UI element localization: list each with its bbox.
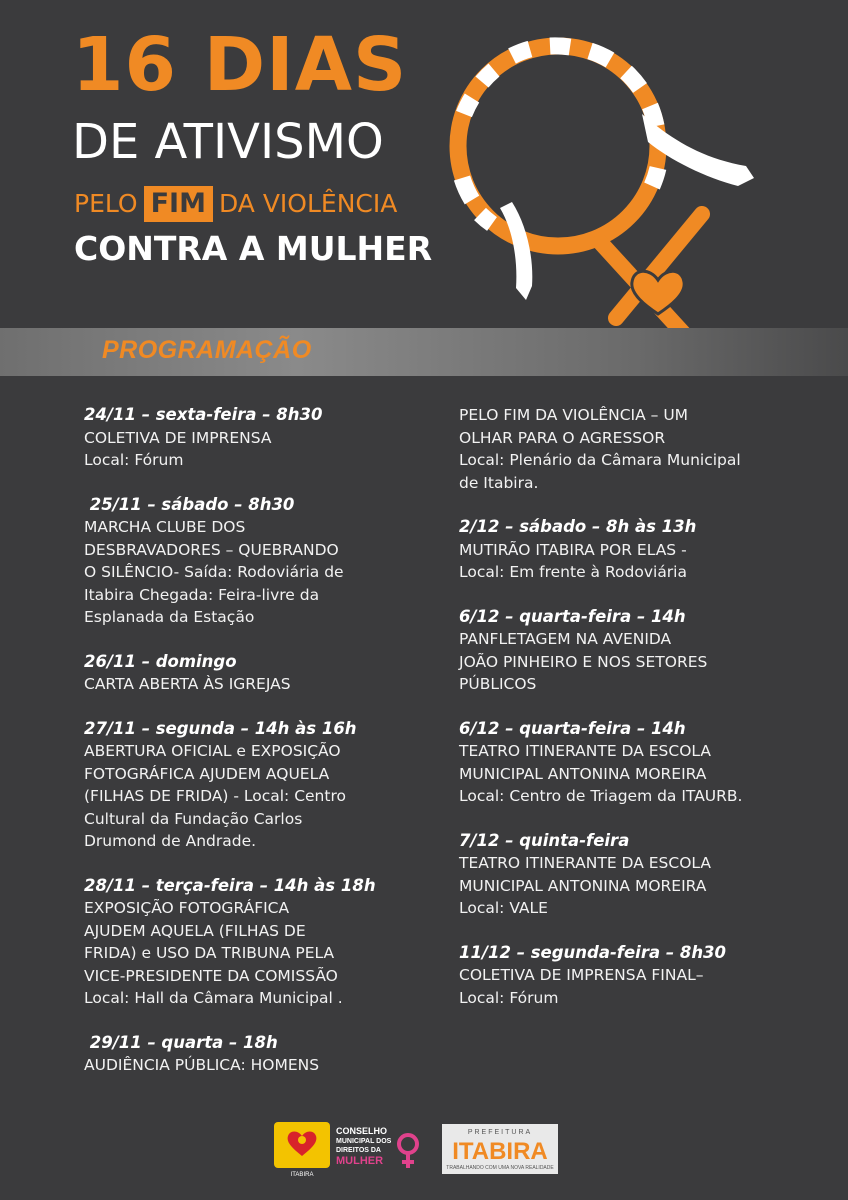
event-description: TEATRO ITINERANTE DA ESCOLA MUNICIPAL ANTONINA MOREIRA Local: Centro de Triagem da ITAURB. [459,742,743,805]
title-da-violencia-text: DA VIOLÊNCIA [218,189,398,218]
title-pelo-text: PELO [74,189,138,218]
event-date: 11/12 – segunda-feira – 8h30 [459,942,727,962]
title-pelo-fim [74,186,397,222]
program-left-column [84,404,424,1099]
program-right-column [459,404,799,1031]
event-item [459,830,799,920]
event-item [459,606,799,696]
event-date: 28/11 – terça-feira – 14h às 18h [84,875,376,895]
title-16-dias: 16 DIAS [72,22,408,108]
title-de-ativismo: DE ATIVISMO [72,114,384,170]
event-date: 2/12 – sábado – 8h às 13h [459,517,697,536]
event-item [459,942,799,1010]
conselho-line2: MUNICIPAL DOS [336,1138,392,1145]
female-symbol-ribbon-icon [420,18,780,368]
event-date: 7/12 – quinta-feira [459,830,630,850]
prefeitura-itabira-logo [442,1124,558,1174]
prefeitura-top-text: PREFEITURA [467,1129,533,1136]
event-description: AUDIÊNCIA PÚBLICA: HOMENS [84,1056,320,1074]
event-description: COLETIVA DE IMPRENSA Local: Fórum [84,428,272,469]
event-item [459,404,799,494]
conselho-city-text: ITABIRA [290,1172,314,1178]
event-item [459,516,799,584]
event-description: EXPOSIÇÃO FOTOGRÁFICA AJUDEM AQUELA (FILHAS DE FRIDA) e USO DA TRIBUNA PELA VICE-PRESIDENTE DA COMISSÃO Local: Hall da Câmara Municipal . [84,899,343,1007]
event-date: 24/11 – sexta-feira – 8h30 [84,405,323,424]
event-description: PANFLETAGEM NA AVENIDA JOÃO PINHEIRO E NOS SETORES PÚBLICOS [459,630,708,693]
event-date: 27/11 – segunda – 14h às 16h [84,718,357,738]
section-band [0,328,848,376]
event-description: MUTIRÃO ITABIRA POR ELAS - Local: Em frente à Rodoviária [459,540,687,581]
event-description: PELO FIM DA VIOLÊNCIA – UM OLHAR PARA O AGRESSOR Local: Plenário da Câmara Municipal de Itabira. [459,406,741,492]
event-item [459,718,799,808]
conselho-line3: DIREITOS DA [336,1147,381,1154]
event-item [84,494,424,629]
prefeitura-slogan-text: TRABALHANDO COM UMA NOVA REALIDADE [446,1165,554,1171]
event-date: 6/12 – quarta-feira – 14h [459,718,686,738]
event-description: MARCHA CLUBE DOS DESBRAVADORES – QUEBRANDO O SILÊNCIO- Saída: Rodoviária de Itabira Chegada: Feira-livre da Esplanada da Estação [84,518,344,626]
event-date: 25/11 – sábado – 8h30 [84,494,295,514]
event-date: 26/11 – domingo [84,651,237,671]
event-item [84,651,424,696]
prefeitura-name-text: ITABIRA [452,1138,548,1165]
section-title: PROGRAMAÇÃO [102,336,312,364]
title-fim-highlight: FIM [144,186,213,222]
event-item [84,404,424,472]
event-item [84,718,424,853]
event-description: COLETIVA DE IMPRENSA FINAL– Local: Fórum [459,966,704,1007]
event-item [84,1032,424,1077]
title-contra-a-mulher: CONTRA A MULHER [74,229,433,268]
conselho-mulher-logo [274,1122,424,1178]
conselho-line4: MULHER [336,1155,384,1167]
event-date: 29/11 – quarta – 18h [84,1032,278,1052]
event-item [84,875,424,1010]
event-description: ABERTURA OFICIAL e EXPOSIÇÃO FOTOGRÁFICA AJUDEM AQUELA (FILHAS DE FRIDA) - Local: Centro Cultural da Fundação Carlos Drumond de Andrade. [84,742,346,850]
event-description: CARTA ABERTA ÀS IGREJAS [84,675,291,693]
event-date: 6/12 – quarta-feira – 14h [459,606,686,626]
event-description: TEATRO ITINERANTE DA ESCOLA MUNICIPAL ANTONINA MOREIRA Local: VALE [459,854,711,917]
conselho-line1: CONSELHO [336,1126,388,1136]
